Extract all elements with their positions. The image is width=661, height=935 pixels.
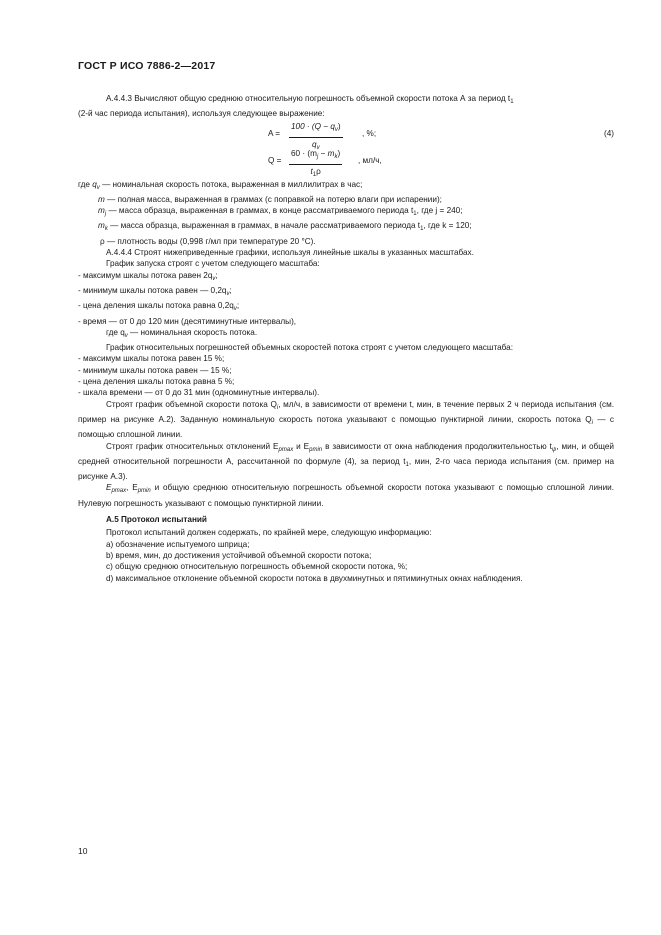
document-body [78, 93, 614, 584]
formula-4: A = $\frac{100 \cdot (Q - q_v)}{q_v}$ , %; (4) [78, 121, 614, 147]
paragraph-lines-legend: $E_{pmax}$, $E_{pmin}$ и общую среднюю относительную погрешность объемной скорости потока указывают с помощью сплошной линии. Нулевую погрешность указывают с помощью пунктирной линии. [78, 483, 614, 508]
definition-qv-nominal: где $q_v$ — номинальная скорость потока. [106, 327, 258, 339]
list-item: d) максимальное отклонение объемной скорости потока в двухминутных и пятиминутных окнах наблюдения. [106, 573, 523, 583]
list-item: - время — от 0 до 120 мин (десятиминутные интервалы), [78, 316, 297, 326]
paragraph-flow-graph: Строят график объемной скорости потока $Q_i$, мл/ч, в зависимости от времени t, мин, в течение первых 2 ч периода испытания (см. пример на рисунке А.2). Заданную номинальную скорость потока указывают с помощью пунктирной линии, скорость потока $Q_i$ — с помощью сплошной линии. [78, 399, 614, 440]
equation-number: (4) [603, 128, 614, 138]
paragraph-a443-line1: А.4.4.3 Вычисляют общую среднюю относительную погрешность объемной скорости потока А за период $t_1$ [106, 94, 514, 105]
paragraph-error-scale: График относительных погрешностей объемных скоростей потока строят с учетом следующего масштаба: [106, 343, 513, 353]
formula-q: Q = $\frac{60 \cdot (m_j - m_k)}{t_1\rho}$ , мл/ч, [78, 148, 614, 176]
list-item: a) обозначение испытуемого шприца; [106, 539, 250, 549]
variable-definitions [78, 179, 614, 247]
definition-mk: $m_k$ — масса образца, выраженная в граммах, в начале рассматриваемого периода $t_1$, где k = 120; [98, 221, 472, 233]
list-item: c) общую среднюю относительную погрешность объемной скорости потока, %; [106, 562, 408, 572]
list-item: b) время, мин, до достижения устойчивой объемной скорости потока; [106, 550, 372, 560]
definition-mj: $m_j$ — масса образца, выраженная в граммах, в конце рассматриваемого периода $t_1$, где j = 240; [98, 206, 463, 218]
list-item: - максимум шкалы потока равен $2q_v$; [78, 270, 218, 282]
paragraph-a5-intro: Протокол испытаний должен содержать, по крайней мере, следующую информацию: [106, 528, 432, 538]
definition-m: m — полная масса, выраженная в граммах (с поправкой на потерю влаги при испарении); [98, 194, 442, 204]
page-number: 10 [78, 846, 88, 856]
paragraph-deviation-graph: Строят график относительных отклонений $E_{pmax}$ и $E_{pmin}$ в зависимости от окна наблюдения продолжительностью $t_\psi$, мин, и общей средней относительной погрешности A, рассчитанной по формуле (4), за период $t_1$, мин, 2-го часа периода испытания (см. пример на рисунке А.3). [78, 441, 615, 482]
list-item: - цена деления шкалы потока равна 5 %; [78, 377, 235, 387]
paragraph-a444: А.4.4.4 Строят нижеприведенные графики, используя линейные шкалы в указанных масштабах. [106, 248, 474, 258]
paragraph-startup-scale: График запуска строят с учетом следующего масштаба: [106, 259, 320, 269]
list-item: - минимум шкалы потока равен — $0,2q_v$; [78, 285, 232, 297]
definition-rho: ρ — плотность воды (0,998 г/мл при температуре 20 °C). [100, 236, 316, 246]
list-item: - минимум шкалы потока равен — 15 %; [78, 365, 232, 375]
list-item: - цена деления шкалы потока равна $0,2q_v$; [78, 301, 240, 313]
definition-qv: где $q_v$ — номинальная скорость потока, выраженная в миллилитрах в час; [78, 179, 363, 191]
formula-4-fraction: $\frac{100 \cdot (Q - q_v)}{q_v}$ [291, 121, 341, 151]
list-item: - максимум шкалы потока равен 15 %; [78, 354, 225, 364]
section-title-a5: А.5 Протокол испытаний [106, 515, 207, 525]
list-item: - шкала времени — от 0 до 31 мин (одноминутные интервалы). [78, 388, 320, 398]
document-header: ГОСТ Р ИСО 7886-2—2017 [78, 60, 216, 72]
paragraph-a443-line2: (2-й час периода испытания), используя следующее выражение: [78, 109, 325, 119]
formula-q-fraction: $\frac{60 \cdot (m_j - m_k)}{t_1\rho}$ [291, 148, 341, 178]
